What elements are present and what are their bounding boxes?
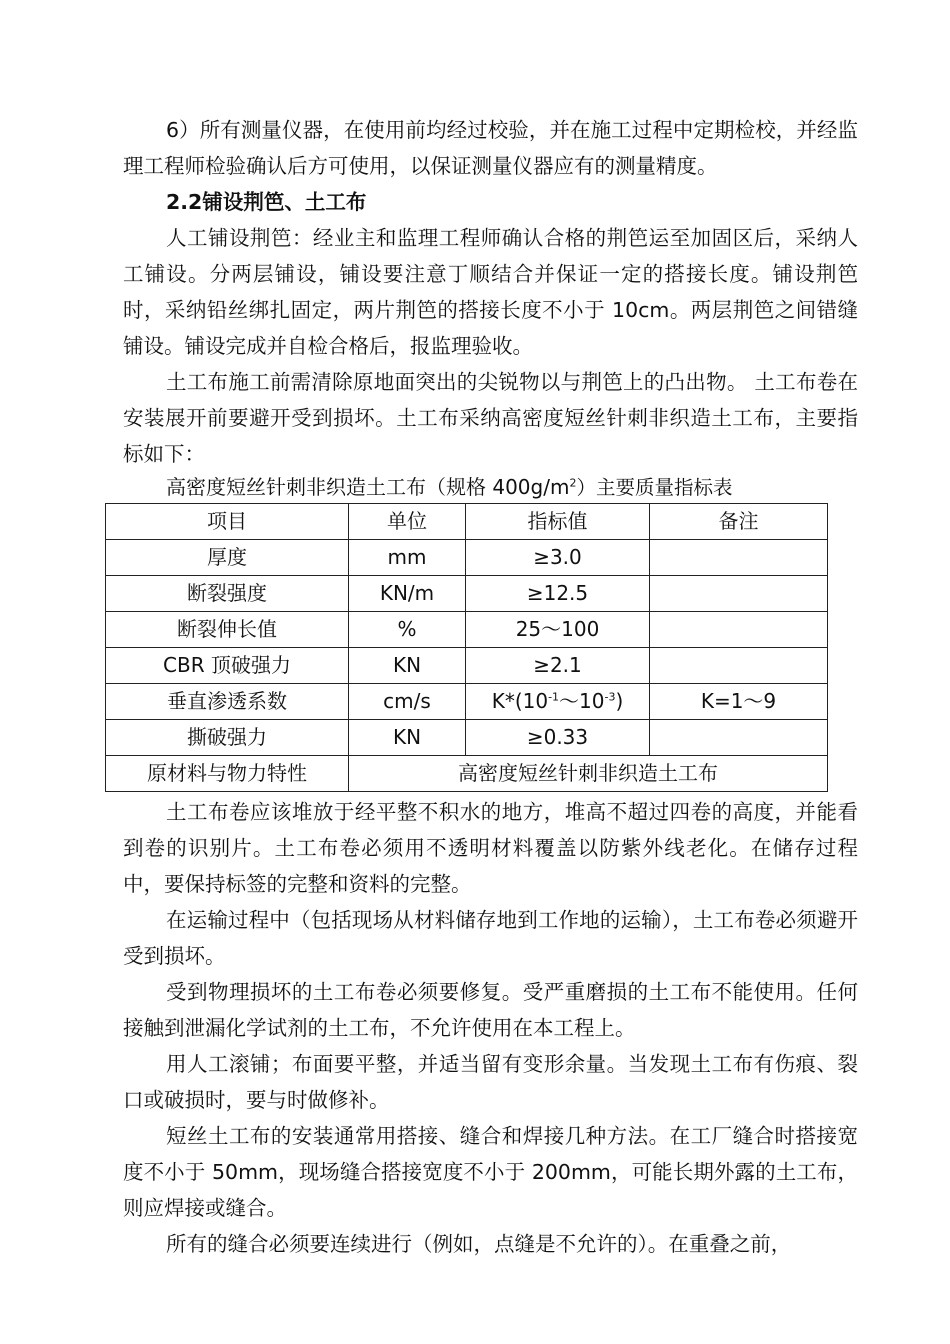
header-unit: 单位	[349, 504, 466, 540]
cell-item: 厚度	[106, 540, 349, 576]
cell-item: 断裂强度	[106, 576, 349, 612]
cell-note	[650, 720, 828, 756]
table-row	[106, 684, 828, 720]
cell-value: ≥12.5	[466, 576, 650, 612]
value-exponent: -3	[604, 690, 616, 704]
cell-item: 原材料与物力特性	[106, 756, 349, 792]
quality-index-table	[105, 503, 828, 792]
header-value: 指标值	[466, 504, 650, 540]
cell-note: K=1～9	[650, 684, 828, 720]
table-caption-superscript: 2	[569, 476, 577, 490]
cell-unit: KN	[349, 648, 466, 684]
paragraph-manual-laying: 人工铺设荆笆：经业主和监理工程师确认合格的荆笆运至加固区后，采纳人工铺设。分两层铺设，铺设要注意丁顺结合并保证一定的搭接长度。铺设荆笆时，采纳铅丝绑扎固定，两片荆笆的搭接长度不小于 10cm。两层荆笆之间错缝铺设。铺设完成并自检合格后，报监理验收。	[123, 226, 858, 358]
cell-item: 垂直渗透系数	[106, 684, 349, 720]
value-part: )	[615, 689, 624, 713]
table-row	[106, 756, 828, 792]
table-row	[106, 540, 828, 576]
paragraph-geotextile-prep: 土工布施工前需清除原地面突出的尖锐物以与荆笆上的凸出物。 土工布卷在安装展开前要避开受到损坏。土工布采纳高密度短丝针刺非织造土工布，主要指标如下：	[123, 370, 858, 466]
cell-value: ≥2.1	[466, 648, 650, 684]
header-item: 项目	[106, 504, 349, 540]
paragraph-rolling: 用人工滚铺；布面要平整，并适当留有变形余量。当发现土工布有伤痕、裂口或破损时，要与时做修补。	[123, 1052, 858, 1112]
cell-value: 25～100	[466, 612, 650, 648]
cell-note	[650, 612, 828, 648]
paragraph-measurement-instruments: 6）所有测量仪器，在使用前均经过校验，并在施工过程中定期检校，并经监理工程师检验确认后方可使用，以保证测量仪器应有的测量精度。	[123, 118, 858, 178]
cell-item: 撕破强力	[106, 720, 349, 756]
paragraph-transport: 在运输过程中（包括现场从材料储存地到工作地的运输），土工布卷必须避开受到损坏。	[123, 908, 858, 968]
table-caption-tail: ）主要质量指标表	[576, 476, 733, 499]
paragraph-storage: 土工布卷应该堆放于经平整不积水的地方，堆高不超过四卷的高度，并能看到卷的识别片。土工布卷必须用不透明材料覆盖以防紫外线老化。在储存过程中，要保持标签的完整和资料的完整。	[123, 800, 858, 896]
cell-merged-value: 高密度短丝针刺非织造土工布	[349, 756, 828, 792]
cell-item: 断裂伸长值	[106, 612, 349, 648]
paragraph-damage: 受到物理损坏的土工布卷必须要修复。受严重磨损的土工布不能使用。任何接触到泄漏化学试剂的土工布，不允许使用在本工程上。	[123, 980, 858, 1040]
paragraph-installation: 短丝土工布的安装通常用搭接、缝合和焊接几种方法。在工厂缝合时搭接宽度不小于 50mm，现场缝合搭接宽度不小于 200mm，可能长期外露的土工布，则应焊接或缝合。	[123, 1124, 858, 1220]
section-heading: 2.2铺设荆笆、土工布	[166, 190, 367, 214]
table-caption	[123, 472, 858, 503]
table-row	[106, 612, 828, 648]
cell-unit: mm	[349, 540, 466, 576]
cell-value	[466, 684, 650, 720]
cell-note	[650, 576, 828, 612]
cell-value: ≥0.33	[466, 720, 650, 756]
value-exponent: -1	[548, 690, 560, 704]
table-caption-main: 高密度短丝针刺非织造土工布（规格 400g/m	[166, 475, 570, 499]
table-row	[106, 648, 828, 684]
table-header-row	[106, 504, 828, 540]
cell-unit: KN	[349, 720, 466, 756]
cell-item: CBR 顶破强力	[106, 648, 349, 684]
cell-note	[650, 540, 828, 576]
document-body	[123, 112, 858, 1262]
cell-note	[650, 648, 828, 684]
cell-unit: %	[349, 612, 466, 648]
paragraph-seaming: 所有的缝合必须要连续进行（例如，点缝是不允许的）。在重叠之前，	[166, 1232, 792, 1256]
table-row	[106, 720, 828, 756]
header-note: 备注	[650, 504, 828, 540]
cell-unit: cm/s	[349, 684, 466, 720]
value-part: K*(10	[491, 689, 549, 713]
cell-unit: KN/m	[349, 576, 466, 612]
cell-value: ≥3.0	[466, 540, 650, 576]
value-part: ～10	[559, 689, 605, 713]
table-row	[106, 576, 828, 612]
